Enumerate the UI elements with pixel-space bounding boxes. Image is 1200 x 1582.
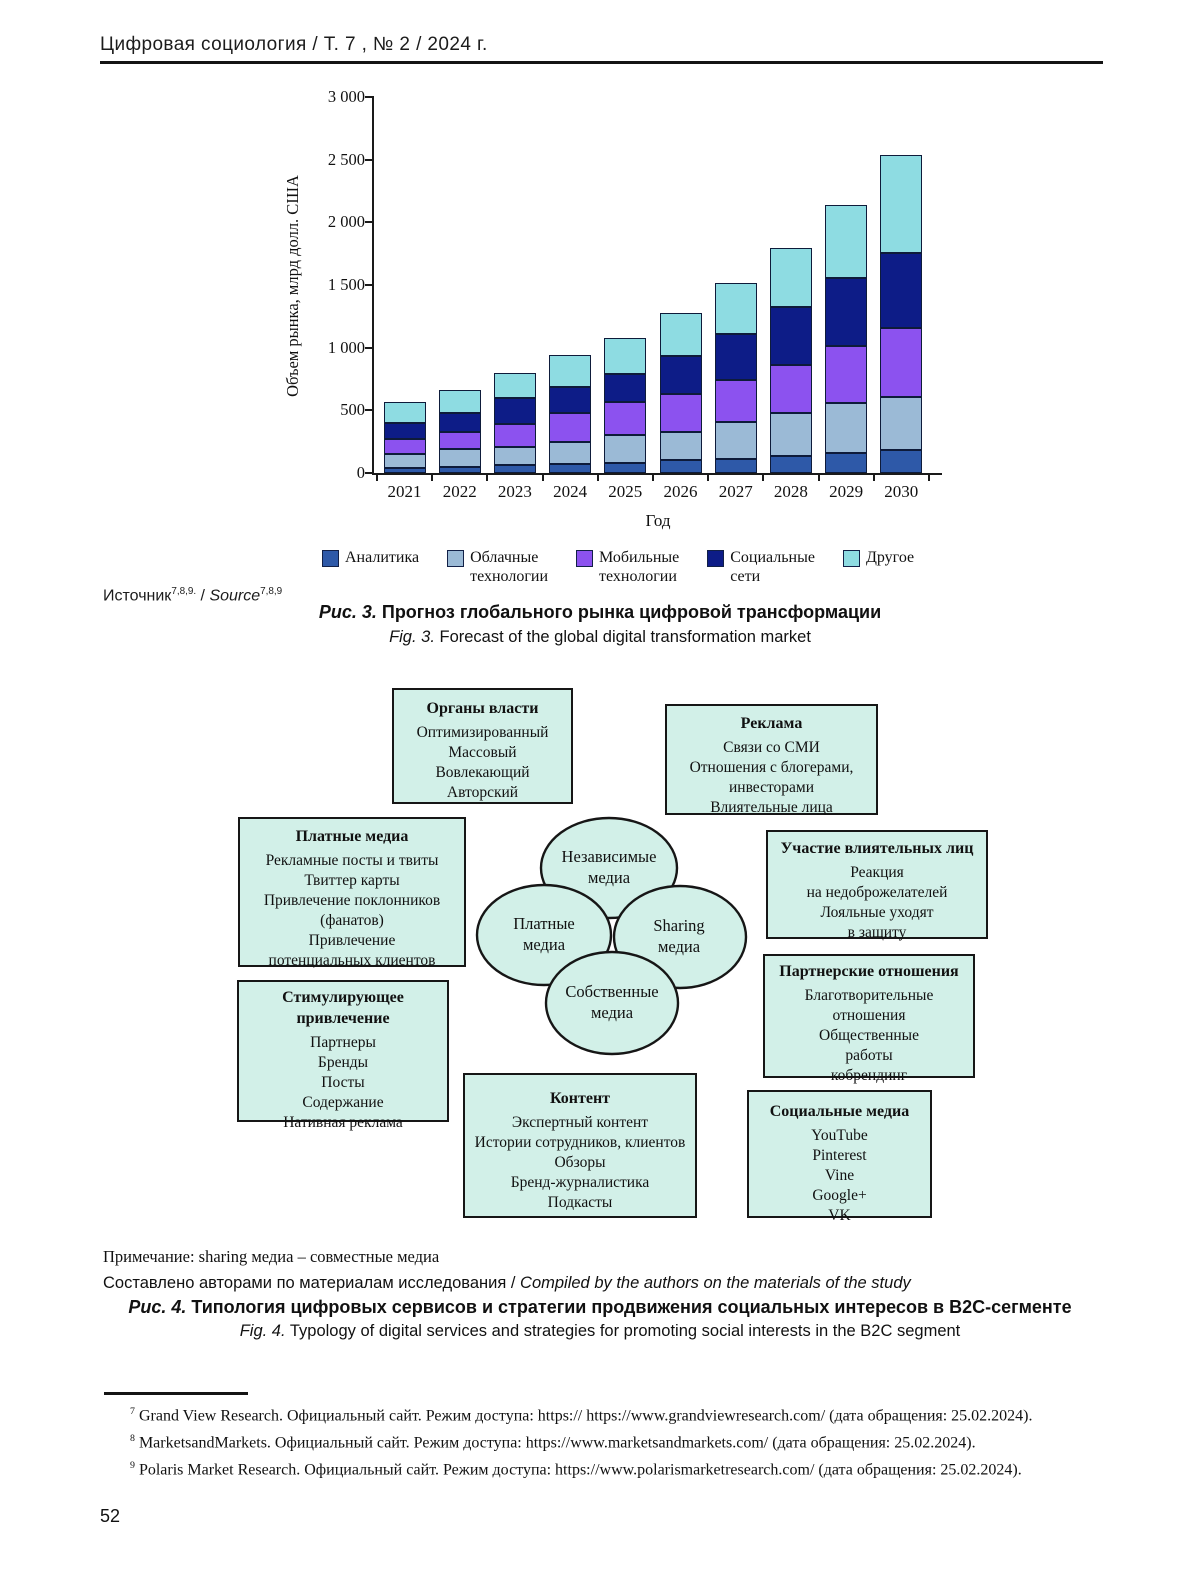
x-axis-tick [542, 473, 544, 481]
legend-item [843, 548, 914, 586]
bar-segment [604, 338, 646, 374]
x-axis-tick [376, 473, 378, 481]
chart-y-axis-title: Объем рынка, млрд долл. США [283, 175, 302, 397]
figure3-title-en: Forecast of the global digital transformation market [434, 628, 811, 646]
bar-segment [660, 356, 702, 394]
source-en: Source [209, 587, 261, 605]
x-axis-tick [818, 473, 820, 481]
bar-segment [825, 453, 867, 473]
legend-swatch [576, 550, 593, 567]
bar-segment [494, 465, 536, 473]
x-axis-category-label: 2026 [663, 482, 698, 501]
diagram-box-paid-media [238, 817, 466, 967]
bar-segment [770, 413, 812, 456]
box-title: Участие влиятельных лиц [780, 840, 974, 857]
x-axis-tick [597, 473, 599, 481]
legend-item [576, 548, 679, 586]
footnote-7-text: Grand View Research. Официальный сайт. Режим доступа: https:// https://www.grandviewresearch.com/ (дата обращения: 25.02.2024). [134, 1407, 1033, 1425]
bar-segment [880, 253, 922, 328]
bar-segment [770, 307, 812, 365]
bar-segment [825, 278, 867, 346]
legend-swatch [322, 550, 339, 567]
y-axis-tick-label: 500 [340, 400, 365, 420]
legend-swatch [843, 550, 860, 567]
box-title: Социальные медиа [769, 1103, 910, 1120]
diagram-box-content [463, 1073, 697, 1218]
y-axis-tick-label: 1 500 [327, 275, 365, 294]
legend-label: Облачные технологии [470, 549, 548, 586]
diagram-box-influencers [766, 830, 988, 939]
bar-segment [439, 449, 481, 467]
figure4-number-ru: Рис. 4. [128, 1297, 187, 1317]
chart-legend [322, 548, 962, 586]
footnotes [130, 1401, 1150, 1481]
footnote-7 [130, 1401, 1150, 1428]
header-rule [100, 61, 1103, 64]
legend-label: Мобильные технологии [599, 549, 680, 586]
compiled-line [103, 1274, 911, 1293]
source-ru: Источник [103, 587, 172, 605]
footnote-8-text: MarketsandMarkets. Официальный сайт. Режим доступа: https://www.marketsandmarkets.com/ (дата обращения: 25.02.2024). [134, 1434, 976, 1452]
bar-segment [604, 374, 646, 402]
bar-segment [880, 450, 922, 473]
x-axis-tick [873, 473, 875, 481]
bar-segment [880, 328, 922, 396]
source-en-sup: 7,8,9 [260, 586, 283, 597]
bar-segment [439, 390, 481, 413]
compiled-en: Compiled by the authors on the materials of the study [520, 1274, 911, 1292]
bar-segment [384, 402, 426, 423]
bar-segment [384, 468, 426, 473]
box-body: Экспертный контент Истории сотрудников, клиентов Обзоры Бренд-журналистика Подкасты [474, 1113, 686, 1211]
x-axis-tick [762, 473, 764, 481]
box-title: Стимулирующее привлечение [282, 989, 404, 1027]
legend-item [322, 548, 419, 586]
x-axis-category-label: 2029 [829, 482, 864, 501]
bar-segment [439, 413, 481, 432]
diagram-box-authorities [392, 688, 573, 804]
bar-segment [770, 456, 812, 473]
y-axis-tick [365, 472, 374, 474]
y-axis-tick-label: 3 000 [327, 87, 365, 106]
bar-segment [715, 380, 757, 422]
bar-segment [660, 432, 702, 461]
x-axis-category-label: 2021 [387, 482, 422, 501]
x-axis-category-label: 2027 [718, 482, 753, 501]
bar-segment [715, 422, 757, 460]
bar-segment [604, 402, 646, 435]
legend-swatch [707, 550, 724, 567]
figure4-number-en: Fig. 4. [239, 1322, 286, 1340]
bar-segment [825, 205, 867, 278]
x-axis-tick [652, 473, 654, 481]
ellipse-label-sharing: Sharing медиа [653, 916, 705, 956]
y-axis-tick [365, 221, 374, 223]
bar-segment [549, 413, 591, 441]
bar-segment [825, 346, 867, 403]
figure3-caption-en [0, 628, 1200, 647]
footnote-7-number: 7 [130, 1406, 135, 1417]
x-axis-category-label: 2030 [884, 482, 919, 501]
ellipse-label-owned: Собственные медиа [565, 982, 659, 1022]
bar-segment [494, 424, 536, 447]
box-body: Связи со СМИ Отношения с блогерами, инвесторами Влиятельные лица [689, 738, 854, 816]
plot-area [327, 87, 942, 530]
bar-segment [494, 398, 536, 423]
box-body: Партнеры Бренды Посты Содержание Нативная реклама [283, 1033, 403, 1131]
bar-segment [880, 397, 922, 451]
bar-segment [880, 155, 922, 253]
legend-item [447, 548, 548, 586]
diagram-box-partnership [763, 954, 975, 1084]
box-body: Оптимизированный Массовый Вовлекающий Авторский [416, 723, 549, 801]
bar-segment [549, 464, 591, 473]
bar-segment [439, 467, 481, 473]
bar-segment [549, 387, 591, 414]
box-title: Контент [549, 1090, 611, 1107]
page-number: 52 [100, 1506, 121, 1526]
bar-segment [715, 283, 757, 334]
x-axis-category-label: 2023 [497, 482, 532, 501]
bar-segment [439, 432, 481, 450]
footnote-8-number: 8 [130, 1432, 135, 1444]
chart-x-axis-title: Год [645, 511, 671, 530]
x-axis-tick [431, 473, 433, 481]
ellipse-label-paid: Платные медиа [513, 914, 575, 954]
box-body: Рекламные посты и твиты Твиттер карты Привлечение поклонников (фанатов) Привлечение потенциальных клиентов [263, 851, 441, 969]
bar-segment [715, 459, 757, 473]
note-line: Примечание: sharing медиа – совместные медиа [103, 1247, 440, 1266]
x-axis-tick [928, 473, 930, 481]
diagram-box-stimulating [237, 980, 449, 1131]
bar-segment [549, 355, 591, 386]
bar-segment [604, 435, 646, 463]
bar-segment [384, 454, 426, 468]
compiled-ru: Составлено авторами по материалам исследования / [103, 1274, 521, 1292]
y-axis-tick [365, 159, 374, 161]
figure3-number-ru: Рис. 3. [318, 602, 377, 622]
y-axis-tick [365, 96, 374, 98]
bar-segment [660, 313, 702, 356]
box-body: Благотворительные отношения Общественные работы кобрендинг [804, 986, 934, 1084]
bar-segment [384, 423, 426, 439]
x-axis-tick [486, 473, 488, 481]
bar-segment [384, 439, 426, 454]
legend-label: Социальные сети [730, 549, 815, 586]
box-body: YouTube Pinterest Vine Google+ VK [811, 1126, 868, 1224]
footnote-8 [130, 1428, 1150, 1455]
bar-segment [770, 248, 812, 307]
x-axis-category-label: 2022 [442, 482, 477, 501]
bar-segment [660, 394, 702, 432]
y-axis-tick-label: 1 000 [327, 337, 365, 357]
x-axis-tick [707, 473, 709, 481]
y-axis-tick-label: 2 500 [327, 149, 365, 169]
bar-segment [825, 403, 867, 453]
x-axis-category-label: 2025 [608, 482, 643, 501]
bar-segment [494, 447, 536, 466]
ellipse-label-earned: Независимые медиа [561, 847, 657, 887]
box-body: Реакция на недоброжелателей Лояльные уходят в защиту [806, 863, 948, 941]
diagram-box-social-media [747, 1090, 932, 1224]
y-axis-tick-label: 0 [356, 463, 365, 482]
legend-swatch [447, 550, 464, 567]
box-title: Партнерские отношения [779, 963, 959, 980]
box-title: Платные медиа [295, 828, 409, 845]
x-axis-category-label: 2028 [773, 482, 808, 501]
y-axis-tick-label: 2 000 [327, 212, 365, 232]
y-axis-tick [365, 284, 374, 286]
figure4-caption-ru [0, 1297, 1200, 1318]
figure3-number-en: Fig. 3. [389, 628, 435, 646]
bar-segment [715, 334, 757, 380]
figure4-caption-en [0, 1322, 1200, 1341]
bar-segment [660, 460, 702, 473]
bar-segment [549, 442, 591, 465]
box-title: Реклама [740, 715, 803, 732]
journal-header: Цифровая социология / Т. 7 , № 2 / 2024 г. [100, 34, 488, 55]
y-axis-tick [365, 409, 374, 411]
bar-segment [770, 365, 812, 413]
figure4-title-en: Typology of digital services and strategies for promoting social interests in the B2C segment [285, 1322, 961, 1340]
source-separator: / [196, 587, 210, 605]
footnote-9 [130, 1455, 1150, 1482]
figure3-caption-ru [0, 602, 1200, 623]
box-title: Органы власти [426, 700, 539, 717]
bar-segment [494, 373, 536, 398]
source-ru-sup: 7,8,9. [171, 586, 197, 597]
legend-item [707, 548, 815, 586]
legend-label: Аналитика [345, 549, 420, 566]
footnote-9-number: 9 [130, 1459, 135, 1471]
x-axis-category-label: 2024 [553, 482, 588, 501]
bar-segment [604, 463, 646, 473]
figure4-title-ru: Типология цифровых сервисов и стратегии продвижения социальных интересов в B2C-сегменте [186, 1297, 1072, 1317]
y-axis-tick [365, 347, 374, 349]
footnote-9-text: Polaris Market Research. Официальный сайт. Режим доступа: https://www.polarismarketresearch.com/ (дата обращения: 25.02.2024). [134, 1460, 1022, 1478]
footnote-rule [104, 1392, 248, 1395]
diagram-box-advertising [665, 704, 878, 815]
legend-label: Другое [865, 549, 915, 566]
figure3-title-ru: Прогноз глобального рынка цифровой трансформации [376, 602, 882, 622]
